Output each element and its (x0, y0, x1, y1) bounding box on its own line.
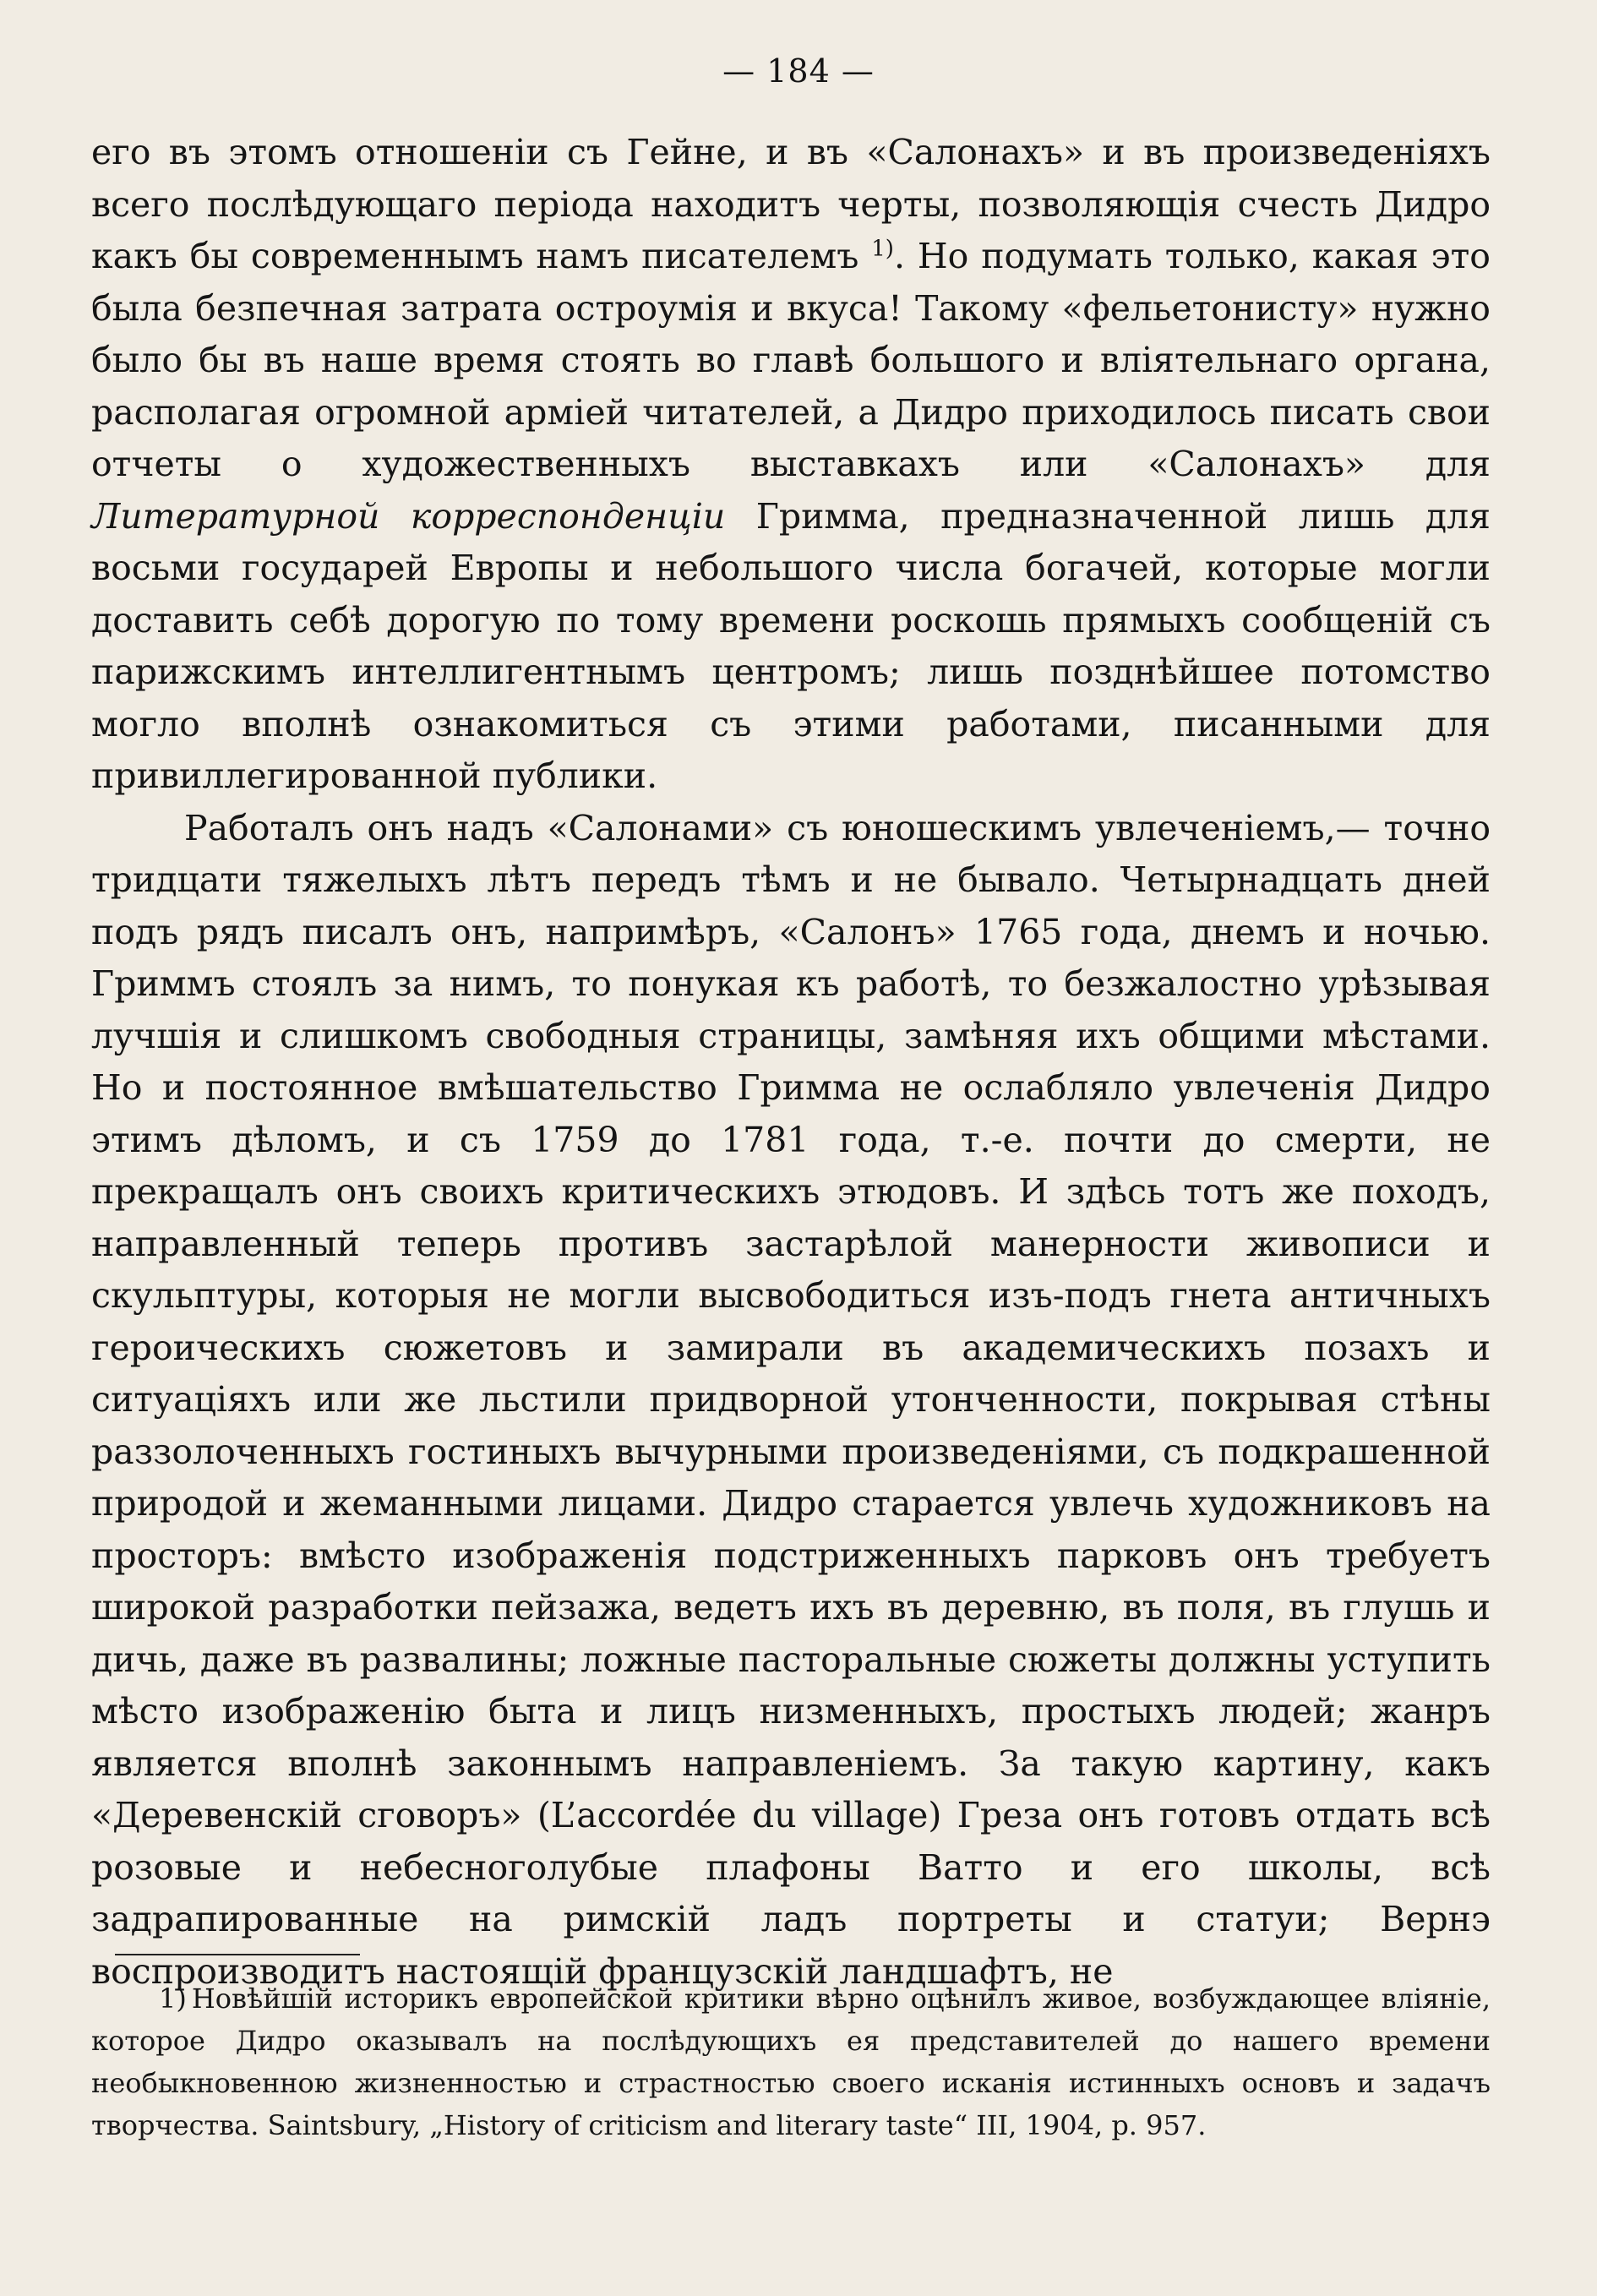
italic-journal-title: Литературной корреспонденцiи (91, 495, 726, 537)
page-number: — 184 — (722, 52, 875, 90)
main-text (91, 127, 1491, 1998)
footnote-marker: 1) (159, 1982, 187, 2015)
footnote (91, 1977, 1491, 2146)
paragraph-2: Работалъ онъ надъ «Салонами» съ юношескимъ увлеченiемъ,— точно тридцати тяжелыхъ лѣтъ передъ тѣмъ и не бывало. Четырнадцать дней подъ рядъ писалъ онъ, напримѣръ, «Салонъ» 1765 года, днемъ и ночью. Гриммъ стоялъ за нимъ, то понукая къ работѣ, то безжалостно урѣзывая лучшiя и слишкомъ свободныя страницы, замѣняя ихъ общими мѣстами. Но и постоянное вмѣшательство Гримма не ослабляло увлеченiя Дидро этимъ дѣломъ, и съ 1759 до 1781 года, т.-е. почти до смерти, не прекращалъ онъ своихъ критическихъ этюдовъ. И здѣсь тотъ же походъ, направленный теперь противъ застарѣлой манерности живописи и скульптуры, которыя не могли высвободиться изъ-подъ гнета античныхъ героическихъ сюжетовъ и замирали въ академическихъ позахъ и ситуацiяхъ или же льстили придворной утонченности, покрывая стѣны раззолоченныхъ гостиныхъ вычурными произведенiями, съ подкрашенной природой и жеманными лицами. Дидро старается увлечь художниковъ на просторъ: вмѣсто изображенiя подстриженныхъ парковъ онъ требуетъ широкой разработки пейзажа, ведетъ ихъ въ деревню, въ поля, въ глушь и дичь, даже въ развалины; ложные пасторальные сюжеты должны уступить мѣсто изображенiю быта и лицъ низменныхъ, простыхъ людей; жанръ является вполнѣ законнымъ направленiемъ. За такую картину, какъ «Деревенскiй сговоръ» (L’accordée du village) Греза онъ готовъ отдать всѣ розовые и небесноголубые плафоны Ватто и его школы, всѣ задрапированные на римскiй ладъ портреты и статуи; Вернэ воспроизводитъ настоящiй французскiй ландшафтъ, не (91, 807, 1491, 1992)
paragraph-1 (91, 127, 1491, 803)
footnote-reference[interactable]: 1) (871, 236, 894, 262)
paragraph-1-part-a: его въ этомъ отношенiи съ Гейне, и въ «Салонахъ» и въ произведенiяхъ всего послѣдующаго перiода находитъ черты, позволяющiя счесть Дидро какъ бы современнымъ намъ писателемъ (91, 132, 1491, 276)
footnote-divider (115, 1954, 360, 1955)
footnote-text: Новѣйшiй историкъ европейской критики вѣрно оцѣнилъ живое, возбуждающее влiянiе, которое Дидро оказывалъ на послѣдующихъ ея представителей до нашего времени необыкновенною жизненностью и страстностью своего исканiя истинныхъ основъ и задачъ творчества. Saintsbury, „History of criticism and literary taste“ III, 1904, p. 957. (91, 1982, 1491, 2141)
footnote-paragraph (91, 1977, 1491, 2146)
paragraph-1-part-c: Гримма, предназначенной лишь для восьми государей Европы и небольшого числа богачей, которые могли доставить себѣ дорогую по тому времени роскошь прямыхъ сообщенiй съ парижскимъ интеллигентнымъ центромъ; лишь позднѣйшее потомство могло вполнѣ ознакомиться съ этими работами, писанными для привиллегированной публики. (91, 495, 1491, 796)
paragraph-1-part-b: . Но подумать только, какая это была безпечная затрата остроумiя и вкуса! Такому «фельетонисту» нужно было бы въ наше время стоять во главѣ большого и влiятельнаго органа, располагая огромной армiей читателей, а Дидро приходилось писать свои отчеты о художественныхъ выставкахъ или «Салонахъ» для (91, 236, 1491, 484)
